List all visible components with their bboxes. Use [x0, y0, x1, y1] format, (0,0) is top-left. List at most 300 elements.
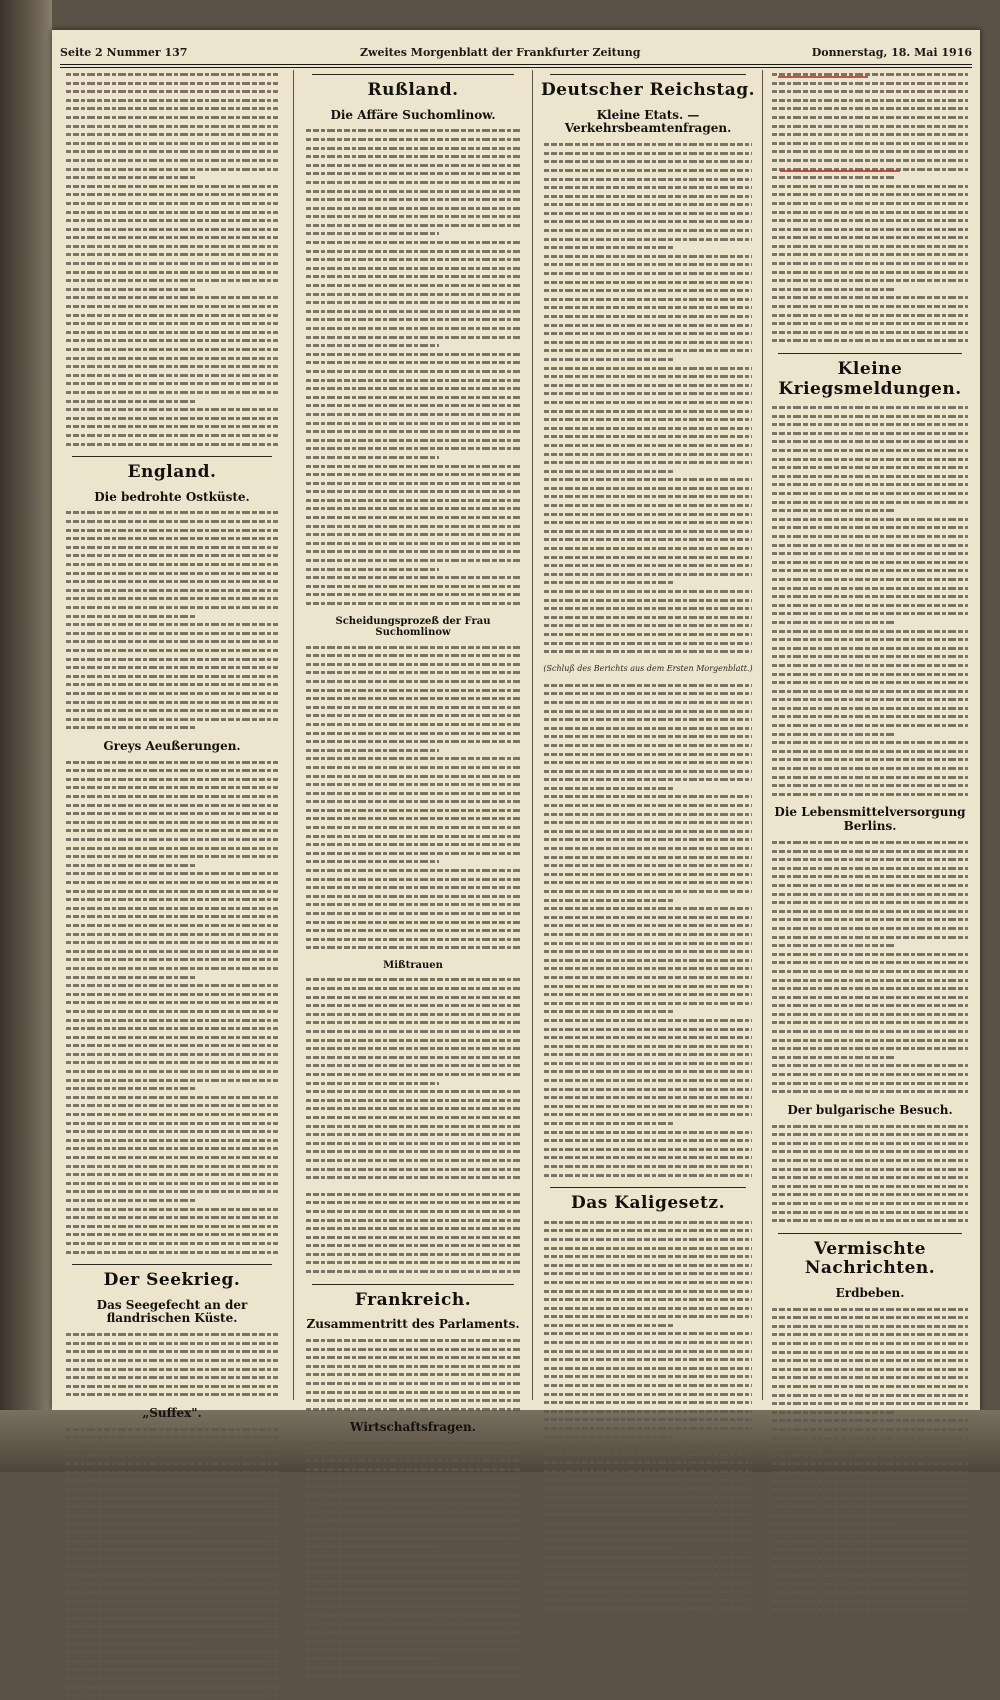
- text-line: [544, 930, 752, 939]
- text-line: [306, 892, 520, 901]
- text-line: [306, 187, 520, 196]
- text-line: [544, 982, 752, 991]
- text-line: [544, 1119, 673, 1128]
- text-line: [66, 233, 278, 242]
- text-line: [306, 918, 520, 927]
- text-line: [544, 389, 752, 398]
- text-line: [772, 489, 968, 498]
- text-line: [544, 1424, 752, 1433]
- text-line: [544, 175, 752, 184]
- text-line: [772, 1442, 968, 1451]
- text-line: [306, 1113, 520, 1122]
- text-line: [66, 1162, 278, 1171]
- text-line: [772, 1580, 968, 1589]
- text-line: [544, 724, 752, 733]
- text-line: [66, 508, 278, 517]
- text-line: [772, 480, 968, 489]
- text-line: [544, 613, 752, 622]
- text-line: [306, 943, 520, 952]
- text-line: [66, 1110, 278, 1119]
- text-line: [66, 79, 278, 88]
- text-line: [544, 1153, 752, 1162]
- text-line: [544, 767, 752, 776]
- text-line: [66, 1425, 278, 1434]
- article-block: [62, 491, 282, 732]
- text-line: [306, 1551, 520, 1560]
- text-line: [66, 208, 278, 217]
- text-line: [544, 1372, 752, 1381]
- text-line: [772, 1399, 968, 1408]
- text-line: [544, 844, 752, 853]
- text-line: [306, 993, 520, 1002]
- text-line: [306, 229, 439, 238]
- text-line: [306, 1499, 520, 1508]
- text-line: [66, 964, 278, 973]
- article-body: [306, 643, 520, 952]
- text-line: [544, 192, 752, 201]
- text-line: [306, 711, 520, 720]
- text-line: [772, 1494, 968, 1503]
- text-line: [772, 755, 968, 764]
- text-line: [544, 217, 752, 226]
- section-heading: Frankreich.: [354, 1289, 472, 1310]
- text-line: [66, 1347, 278, 1356]
- newspaper-title: Zweites Morgenblatt der Frankfurter Zeitung: [360, 46, 641, 59]
- text-line: [544, 578, 673, 587]
- text-line: [544, 1287, 752, 1296]
- text-line: [544, 1476, 752, 1485]
- text-line: [66, 1588, 278, 1597]
- text-line: [306, 754, 520, 763]
- text-line: [306, 272, 520, 281]
- text-line: [66, 328, 278, 337]
- text-line: [66, 1511, 278, 1520]
- article-block: [768, 806, 972, 1095]
- text-line: [66, 766, 278, 775]
- section-rule: [312, 74, 514, 75]
- text-line: [772, 1588, 968, 1597]
- text-line: [66, 698, 278, 707]
- text-line: [66, 887, 278, 896]
- text-line: [306, 1044, 520, 1053]
- text-line: [66, 276, 278, 285]
- text-line: [306, 470, 520, 479]
- text-line: [544, 570, 752, 579]
- text-line: [66, 362, 278, 371]
- text-line: [772, 890, 968, 899]
- text-line: [772, 506, 894, 515]
- text-line: [306, 1353, 520, 1362]
- text-line: [544, 553, 752, 562]
- text-line: [544, 1136, 752, 1145]
- text-line: [306, 814, 520, 823]
- text-line: [66, 586, 278, 595]
- text-line: [306, 789, 520, 798]
- section-heading: Vermischte Nachrichten.: [804, 1238, 936, 1279]
- text-line: [306, 315, 520, 324]
- text-line: [306, 729, 520, 738]
- text-line: [306, 643, 520, 652]
- text-line: [772, 182, 968, 191]
- article-body: [306, 975, 520, 1181]
- text-line: [544, 1269, 752, 1278]
- text-line: [772, 864, 968, 873]
- text-line: [544, 956, 752, 965]
- text-line: [544, 364, 752, 373]
- text-line: [66, 1571, 278, 1580]
- text-line: [544, 587, 752, 596]
- text-line: [772, 958, 968, 967]
- text-line: [66, 397, 197, 406]
- text-line: [772, 1156, 968, 1165]
- article-body: [66, 1425, 278, 1700]
- article-body: [66, 70, 278, 448]
- text-line: [544, 870, 752, 879]
- text-line: [306, 547, 520, 556]
- article-headline: Mißtrauen: [383, 959, 443, 971]
- text-line: [66, 1665, 278, 1674]
- article-block: [768, 353, 972, 798]
- text-line: [66, 921, 278, 930]
- text-line: [306, 496, 520, 505]
- text-line: [544, 1493, 752, 1502]
- text-line: [306, 358, 520, 367]
- text-line: [544, 1093, 752, 1102]
- article-block: [62, 70, 282, 448]
- text-line: [66, 122, 278, 131]
- article-headline: Zusammentritt des Parlaments.: [306, 1317, 520, 1332]
- text-line: [772, 1528, 968, 1537]
- text-line: [306, 1534, 520, 1543]
- text-line: [772, 104, 968, 113]
- text-line: [66, 1622, 278, 1631]
- text-line: [544, 346, 752, 355]
- text-line: [306, 599, 520, 608]
- text-line: [544, 209, 752, 218]
- article-body: [306, 1190, 520, 1276]
- text-line: [544, 913, 752, 922]
- text-line: [306, 763, 520, 772]
- text-line: [66, 371, 278, 380]
- text-line: [306, 1190, 520, 1199]
- text-line: [66, 1691, 278, 1700]
- text-line: [772, 764, 968, 773]
- text-line: [66, 104, 278, 113]
- text-line: [306, 324, 520, 333]
- article-body: [772, 838, 968, 1096]
- text-line: [306, 1130, 520, 1139]
- text-line: [544, 904, 752, 913]
- text-line: [306, 840, 520, 849]
- text-line: [544, 518, 752, 527]
- article-block: [302, 74, 524, 101]
- text-line: [772, 678, 968, 687]
- text-line: [544, 338, 752, 347]
- text-line: [66, 422, 278, 431]
- text-line: [544, 1042, 752, 1051]
- article-headline: Die bedrohte Ostküste.: [94, 489, 250, 504]
- column-1: [62, 70, 282, 1421]
- text-line: [772, 403, 968, 412]
- text-line: [306, 1010, 520, 1019]
- text-line: [66, 1239, 278, 1248]
- text-line: [66, 1657, 278, 1666]
- text-line: [544, 269, 752, 278]
- text-line: [772, 907, 968, 916]
- article-body: [772, 1122, 968, 1225]
- text-line: [306, 1165, 520, 1174]
- section-heading: Der Seekrieg.: [103, 1270, 241, 1291]
- text-line: [306, 875, 520, 884]
- article-block: [302, 1190, 524, 1276]
- text-line: [772, 1053, 894, 1062]
- text-line: [772, 976, 968, 985]
- text-line: [544, 999, 752, 1008]
- text-line: [772, 773, 968, 782]
- text-line: [66, 912, 278, 921]
- article-body: [772, 70, 968, 345]
- text-line: [306, 419, 520, 428]
- text-line: [306, 427, 520, 436]
- text-line: [66, 1390, 278, 1399]
- article-headline: Die Lebensmittelversorgung Berlins.: [774, 805, 966, 834]
- text-line: [772, 199, 968, 208]
- text-line: [772, 1079, 968, 1088]
- text-line: [306, 462, 520, 471]
- text-line: [544, 1145, 752, 1154]
- text-line: [66, 1093, 278, 1102]
- text-line: [306, 1001, 520, 1010]
- text-line: [66, 285, 197, 294]
- text-line: [772, 575, 968, 584]
- text-line: [306, 333, 520, 342]
- text-line: [772, 319, 968, 328]
- article-headline: Kleine Etats. — Verkehrsbeamtenfragen.: [564, 107, 732, 136]
- text-line: [772, 627, 968, 636]
- text-line: [306, 737, 520, 746]
- text-line: [306, 401, 520, 410]
- text-line: [772, 1348, 968, 1357]
- text-line: [772, 790, 968, 799]
- text-line: [544, 355, 673, 364]
- text-line: [66, 1648, 278, 1657]
- text-line: [306, 1439, 520, 1448]
- text-line: [306, 565, 439, 574]
- text-line: [772, 855, 968, 864]
- text-line: [544, 741, 752, 750]
- text-line: [544, 1467, 752, 1476]
- text-line: [772, 190, 968, 199]
- column-3: [540, 70, 756, 1400]
- column-divider: [762, 70, 763, 1400]
- text-line: [544, 1562, 752, 1571]
- text-line: [544, 1519, 752, 1528]
- article-block: [768, 1287, 972, 1614]
- text-line: [544, 835, 752, 844]
- text-line: [306, 1456, 520, 1465]
- section-heading: Das Kaligesetz.: [571, 1193, 725, 1214]
- text-line: [544, 681, 752, 690]
- text-line: [544, 689, 752, 698]
- text-line: [772, 652, 968, 661]
- text-line: [544, 458, 752, 467]
- article-block: [302, 1318, 524, 1413]
- text-line: [544, 183, 752, 192]
- text-line: [66, 577, 278, 586]
- article-block: [540, 681, 756, 1179]
- text-line: [306, 367, 520, 376]
- text-line: [306, 212, 520, 221]
- text-line: [772, 1339, 968, 1348]
- text-line: [772, 1010, 968, 1019]
- text-line: [544, 561, 752, 570]
- text-line: [772, 781, 968, 790]
- text-line: [66, 1041, 278, 1050]
- article-body: [544, 681, 752, 1179]
- text-line: [544, 861, 752, 870]
- text-line: [544, 140, 752, 149]
- text-line: [544, 1085, 752, 1094]
- text-line: [306, 651, 520, 660]
- article-block: [768, 70, 972, 345]
- text-line: [306, 444, 520, 453]
- text-line: [544, 1338, 752, 1347]
- article-headline: Das Seegefecht an der flandrischen Küste.: [96, 1297, 248, 1326]
- text-line: [772, 130, 968, 139]
- text-line: [544, 243, 673, 252]
- text-line: [306, 883, 520, 892]
- text-line: [66, 998, 278, 1007]
- text-line: [772, 1434, 968, 1443]
- text-line: [66, 612, 197, 621]
- text-line: [772, 139, 968, 148]
- article-block: [62, 740, 282, 1256]
- section-rule: [72, 456, 272, 457]
- text-line: [772, 113, 968, 122]
- text-line: [544, 1102, 752, 1111]
- text-line: [66, 1674, 278, 1683]
- text-line: [66, 835, 278, 844]
- text-line: [66, 87, 278, 96]
- text-line: [306, 307, 520, 316]
- text-line: [544, 1527, 752, 1536]
- text-line: [66, 620, 278, 629]
- text-line: [544, 1171, 752, 1180]
- text-line: [544, 1544, 673, 1553]
- text-line: [544, 510, 752, 519]
- text-line: [544, 1484, 752, 1493]
- article-block: [62, 1407, 282, 1700]
- red-pencil-mark: [780, 170, 900, 172]
- text-line: [66, 156, 278, 165]
- text-line: [544, 1536, 752, 1545]
- text-line: [544, 1570, 752, 1579]
- text-line: [772, 515, 968, 524]
- text-line: [544, 278, 752, 287]
- text-line: [772, 1511, 968, 1520]
- text-line: [66, 672, 278, 681]
- text-line: [66, 680, 278, 689]
- text-line: [66, 1330, 278, 1339]
- text-line: [306, 1027, 520, 1036]
- text-line: [66, 1554, 278, 1563]
- article-block: [302, 960, 524, 1182]
- text-line: [772, 523, 968, 532]
- text-line: [306, 436, 520, 445]
- text-line: [66, 1683, 278, 1692]
- text-line: [544, 303, 752, 312]
- article-headline: Erdbeben.: [835, 1285, 905, 1300]
- text-line: [544, 1501, 752, 1510]
- section-rule: [778, 1233, 962, 1234]
- text-line: [66, 569, 278, 578]
- text-line: [772, 933, 968, 942]
- text-line: [306, 1508, 520, 1517]
- text-line: [66, 139, 278, 148]
- text-line: [772, 644, 968, 653]
- text-line: [772, 881, 968, 890]
- text-line: [772, 1554, 968, 1563]
- text-line: [306, 1362, 520, 1371]
- text-line: [66, 603, 278, 612]
- text-line: [306, 393, 520, 402]
- text-line: [306, 522, 520, 531]
- text-line: [544, 200, 752, 209]
- article-headline: Wirtschaftsfragen.: [350, 1420, 476, 1435]
- text-line: [772, 1070, 968, 1079]
- text-line: [306, 780, 520, 789]
- text-line: [66, 706, 278, 715]
- text-line: [544, 1007, 673, 1016]
- text-line: [544, 810, 752, 819]
- section-heading: Kleine Kriegsmeldungen.: [778, 359, 962, 399]
- text-line: [772, 412, 968, 421]
- text-line: [544, 252, 752, 261]
- text-line: [306, 290, 520, 299]
- text-line: [306, 169, 520, 178]
- text-line: [306, 1087, 520, 1096]
- text-line: [306, 1122, 520, 1131]
- text-line: [544, 1415, 752, 1424]
- text-line: [306, 975, 520, 984]
- text-line: [772, 1313, 968, 1322]
- text-line: [544, 1458, 752, 1467]
- text-line: [306, 1542, 439, 1551]
- text-line: [772, 1001, 968, 1010]
- text-line: [306, 1345, 520, 1354]
- text-line: [772, 1519, 894, 1528]
- text-line: [306, 1061, 520, 1070]
- text-line: [66, 930, 278, 939]
- text-line: [772, 592, 968, 601]
- text-line: [772, 208, 968, 217]
- article-block: [768, 1104, 972, 1225]
- text-line: [66, 646, 278, 655]
- text-line: [66, 1451, 278, 1460]
- text-line: [66, 354, 278, 363]
- text-line: [306, 703, 520, 712]
- text-line: [772, 941, 894, 950]
- text-line: [772, 695, 968, 704]
- text-line: [66, 147, 278, 156]
- text-line: [66, 1058, 278, 1067]
- text-line: [772, 838, 968, 847]
- text-line: [544, 750, 752, 759]
- text-line: [772, 1365, 968, 1374]
- text-line: [772, 1373, 968, 1382]
- text-line: [772, 601, 968, 610]
- text-line: [66, 973, 197, 982]
